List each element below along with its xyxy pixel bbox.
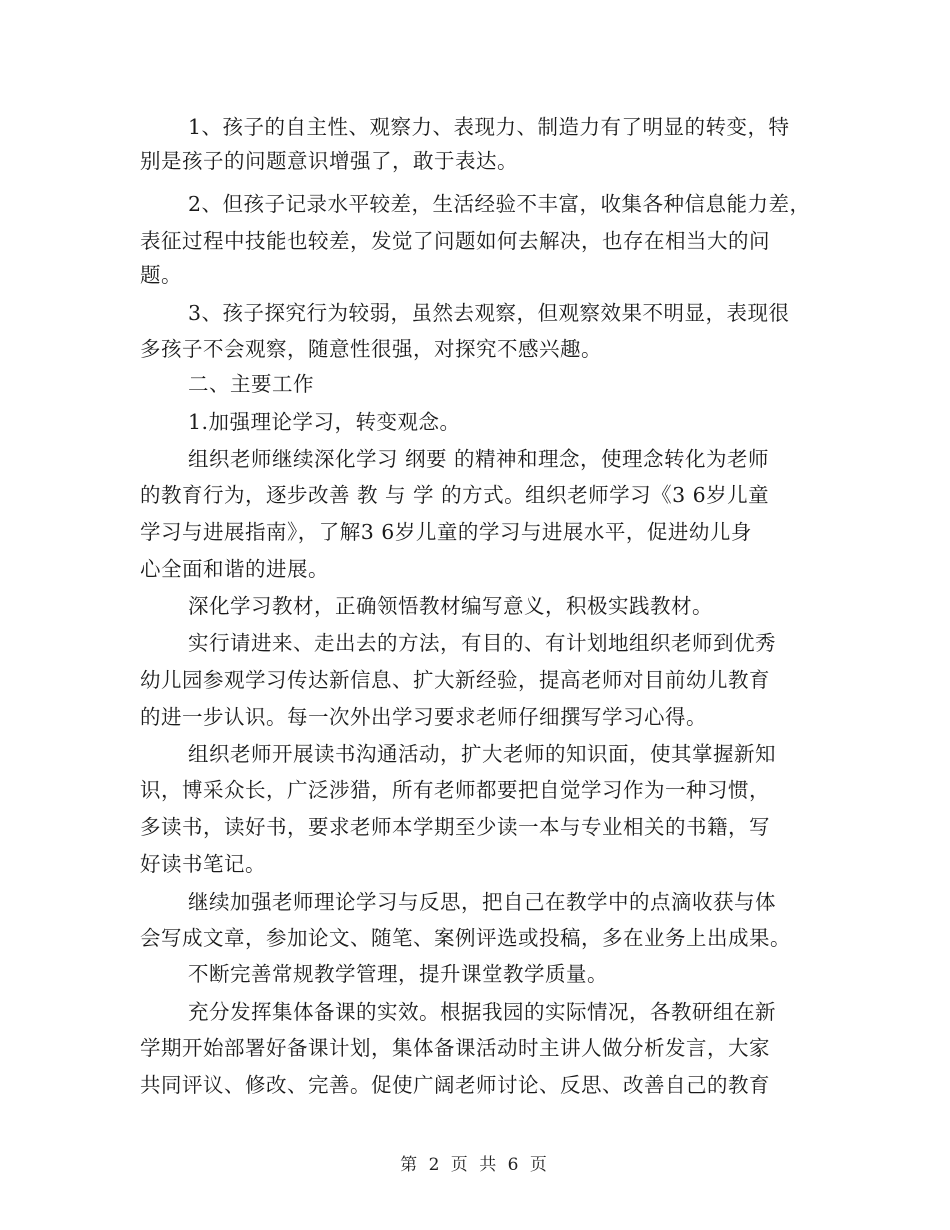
text-line: 题。 <box>140 263 182 287</box>
text-line: 学期开始部署好备课计划，集体备课活动时主讲人做分析发言，大家 <box>140 1036 770 1060</box>
text-line: 多孩子不会观察，随意性很强，对探究不感兴趣。 <box>140 337 602 361</box>
text-line: 不断完善常规教学管理，提升课堂教学质量。 <box>188 962 608 986</box>
text-line: 继续加强老师理论学习与反思，把自己在教学中的点滴收获与体 <box>188 890 776 914</box>
text-line: 心全面和谐的进展。 <box>140 557 329 581</box>
text-line: 3、孩子探究行为较弱，虽然去观察，但观察效果不明显，表现很 <box>188 301 790 325</box>
subsection-heading: 1.加强理论学习，转变观念。 <box>188 410 461 434</box>
text-line: 深化学习教材，正确领悟教材编写意义，积极实践教材。 <box>188 594 713 618</box>
text-line: 的教育行为，逐步改善 教 与 学 的方式。组织老师学习《3 6岁儿童 <box>140 483 770 507</box>
text-line: 充分发挥集体备课的实效。根据我园的实际情况，各教研组在新 <box>188 1000 776 1024</box>
text-line: 组织老师开展读书沟通活动，扩大老师的知识面，使其掌握新知 <box>188 742 776 766</box>
page-number-footer: 第 2 页 共 6 页 <box>400 1155 550 1175</box>
text-line: 的进一步认识。每一次外出学习要求老师仔细撰写学习心得。 <box>140 705 707 729</box>
section-heading: 二、主要工作 <box>188 372 314 396</box>
text-line: 2、但孩子记录水平较差，生活经验不丰富，收集各种信息能力差， <box>188 192 811 216</box>
text-line: 多读书，读好书，要求老师本学期至少读一本与专业相关的书籍，写 <box>140 815 770 839</box>
text-line: 组织老师继续深化学习 纲要 的精神和理念，使理念转化为老师 <box>188 447 770 471</box>
text-line: 学习与进展指南》，了解3 6岁儿童的学习与进展水平，促进幼儿身 <box>140 520 752 544</box>
text-line: 好读书笔记。 <box>140 852 266 876</box>
text-line: 别是孩子的问题意识增强了，敢于表达。 <box>140 149 518 173</box>
text-line: 识，博采众长，广泛涉猎，所有老师都要把自觉学习作为一种习惯， <box>140 778 770 802</box>
text-line: 会写成文章，参加论文、随笔、案例评选或投稿，多在业务上出成果。 <box>140 926 791 950</box>
text-line: 幼儿园参观学习传达新信息、扩大新经验，提高老师对目前幼儿教育 <box>140 668 770 692</box>
text-line: 1、孩子的自主性、观察力、表现力、制造力有了明显的转变，特 <box>188 115 790 139</box>
text-line: 实行请进来、走出去的方法，有目的、有计划地组织老师到优秀 <box>188 631 776 655</box>
text-line: 表征过程中技能也较差，发觉了问题如何去解决，也存在相当大的问 <box>140 229 770 253</box>
text-line: 共同评议、修改、完善。促使广阔老师讨论、反思、改善自己的教育 <box>140 1073 770 1097</box>
